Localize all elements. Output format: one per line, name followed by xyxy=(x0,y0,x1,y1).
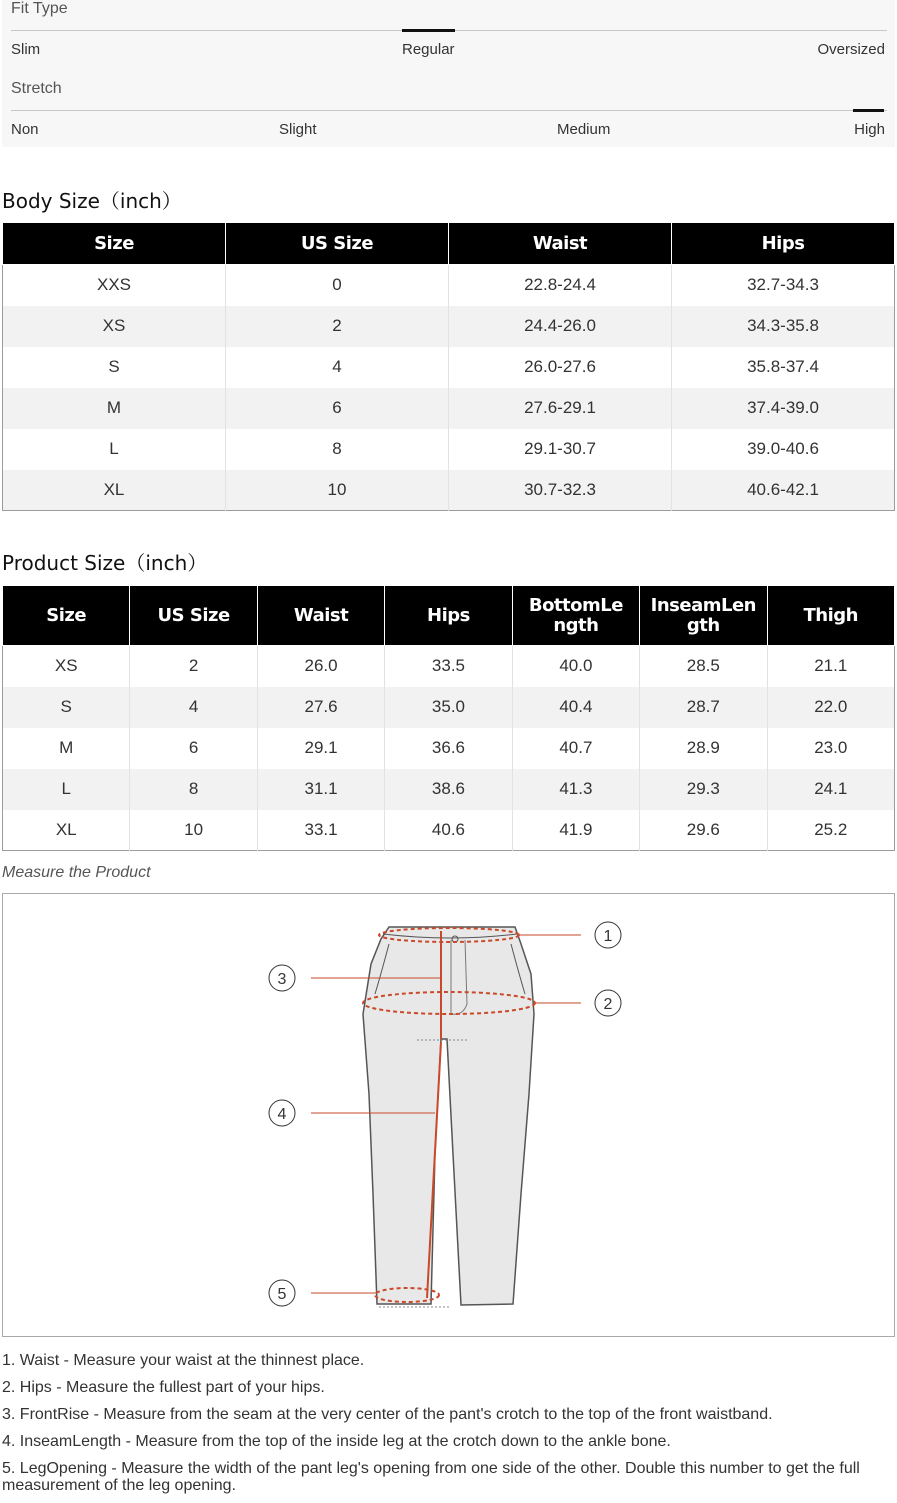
body-cell: 35.8-37.4 xyxy=(747,357,819,376)
product-cell: 35.0 xyxy=(385,687,512,728)
product-cell: 26.0 xyxy=(257,646,384,687)
body-cell: 24.4-26.0 xyxy=(449,306,672,347)
stretch-label-medium: Medium xyxy=(557,121,611,138)
body-cell: 8 xyxy=(226,429,449,470)
table-row xyxy=(3,347,895,388)
product-cell: 40.0 xyxy=(512,646,639,687)
product-cell: 8 xyxy=(130,769,257,810)
body-cell: 30.7-32.3 xyxy=(449,470,672,511)
body-cell: 6 xyxy=(226,388,449,429)
product-size-table xyxy=(2,585,895,851)
callout-1 xyxy=(595,922,621,948)
body-cell: 22.8-24.4 xyxy=(449,265,672,306)
table-row xyxy=(3,769,895,810)
body-header-2: Waist xyxy=(449,223,672,265)
body-cell: 2 xyxy=(226,306,449,347)
note-waist: 1. Waist - Measure your waist at the thinnest place. xyxy=(2,1352,365,1369)
product-cell: 41.3 xyxy=(512,769,639,810)
body-cell: 10 xyxy=(226,470,449,511)
product-cell: 4 xyxy=(130,687,257,728)
body-cell: XXS xyxy=(3,265,226,306)
body-cell: 0 xyxy=(226,265,449,306)
fit-type-title: Fit Type xyxy=(11,0,68,17)
table-row xyxy=(3,306,895,347)
product-header-4: BottomLe ngth xyxy=(512,586,639,646)
callout-2 xyxy=(595,990,621,1016)
product-cell: 41.9 xyxy=(512,810,639,851)
product-size-title: Product Size（inch） xyxy=(2,551,208,575)
product-cell: 23.0 xyxy=(814,738,848,757)
table-row xyxy=(3,470,895,511)
table-row xyxy=(3,265,895,306)
fit-type-selected-marker xyxy=(402,29,455,32)
product-header-6: Thigh xyxy=(767,586,894,646)
product-cell: 40.4 xyxy=(512,687,639,728)
product-header-3: Hips xyxy=(385,586,512,646)
body-size-table xyxy=(2,222,895,511)
pants-diagram xyxy=(3,894,894,1336)
body-header-3: Hips xyxy=(672,223,895,265)
body-header-1: US Size xyxy=(226,223,449,265)
callout-5 xyxy=(269,1280,295,1306)
product-header-5: InseamLen gth xyxy=(640,586,767,646)
product-cell: 25.2 xyxy=(814,819,848,839)
pants-outline xyxy=(363,927,534,1305)
body-cell: L xyxy=(3,429,226,470)
svg-text:3: 3 xyxy=(277,971,287,988)
table-row xyxy=(3,728,895,769)
stretch-selected-marker xyxy=(853,109,884,112)
stretch-track xyxy=(11,110,887,111)
body-cell: 4 xyxy=(226,347,449,388)
callout-4 xyxy=(269,1100,295,1126)
product-cell: XL xyxy=(3,810,130,851)
product-cell: 2 xyxy=(130,646,257,687)
fit-type-label-slim: Slim xyxy=(11,41,41,58)
product-cell: 33.5 xyxy=(385,646,512,687)
note-frontrise: 3. FrontRise - Measure from the seam at the very center of the pant's crotch to the top of the front waistband. xyxy=(2,1406,773,1423)
svg-text:4: 4 xyxy=(277,1106,287,1123)
stretch-title: Stretch xyxy=(11,80,62,97)
body-cell: 37.4-39.0 xyxy=(672,388,895,429)
body-cell: XS xyxy=(3,306,226,347)
svg-text:1: 1 xyxy=(603,928,613,945)
note-legopening: 5. LegOpening - Measure the width of the pant leg's opening from one side of the other. Double this number to get the full measurement of the leg opening. xyxy=(2,1460,860,1494)
table-row xyxy=(3,388,895,429)
table-row xyxy=(3,810,895,851)
product-cell: 29.3 xyxy=(640,769,767,810)
body-cell: 40.6-42.1 xyxy=(672,470,895,511)
body-cell: 29.1-30.7 xyxy=(449,429,672,470)
svg-text:2: 2 xyxy=(603,996,613,1013)
product-cell: XS xyxy=(3,646,130,687)
body-cell: S xyxy=(3,347,226,388)
note-inseam: 4. InseamLength - Measure from the top of the inside leg at the crotch down to the ankle bone. xyxy=(2,1433,671,1450)
product-header-0: Size xyxy=(3,586,130,646)
product-cell: 38.6 xyxy=(385,769,512,810)
callout-3 xyxy=(269,965,295,991)
product-cell: 6 xyxy=(130,728,257,769)
body-cell: XL xyxy=(3,470,226,511)
note-hips: 2. Hips - Measure the fullest part of your hips. xyxy=(2,1379,325,1396)
body-cell: 34.3-35.8 xyxy=(672,306,895,347)
measure-diagram xyxy=(2,893,895,1337)
body-cell: 27.6-29.1 xyxy=(449,388,672,429)
product-cell: 10 xyxy=(130,810,257,851)
body-header-0: Size xyxy=(3,223,226,265)
body-size-title: Body Size（inch） xyxy=(2,189,182,213)
product-cell: 21.1 xyxy=(814,656,848,676)
table-row xyxy=(3,646,895,687)
product-cell: 22.0 xyxy=(767,687,894,728)
stretch-label-high: High xyxy=(854,121,885,138)
product-header-1: US Size xyxy=(130,586,257,646)
body-cell: M xyxy=(3,388,226,429)
product-cell: 28.7 xyxy=(640,687,767,728)
table-row xyxy=(3,429,895,470)
table-row xyxy=(3,687,895,728)
svg-text:5: 5 xyxy=(277,1286,287,1303)
fit-type-label-oversized: Oversized xyxy=(817,41,885,58)
product-cell: 29.1 xyxy=(257,728,384,769)
product-cell: 28.5 xyxy=(640,646,767,687)
product-cell: 31.1 xyxy=(257,769,384,810)
product-cell: 33.1 xyxy=(257,810,384,851)
product-header-2: Waist xyxy=(257,586,384,646)
product-cell: 29.6 xyxy=(640,810,767,851)
stretch-label-non: Non xyxy=(11,121,39,138)
body-cell: 26.0-27.6 xyxy=(449,347,672,388)
body-cell: 39.0-40.6 xyxy=(747,439,819,458)
stretch-label-slight: Slight xyxy=(279,121,317,138)
fit-panel xyxy=(2,0,895,147)
product-cell: 24.1 xyxy=(767,769,894,810)
product-cell: 36.6 xyxy=(385,728,512,769)
product-cell: 27.6 xyxy=(257,687,384,728)
body-cell: 32.7-34.3 xyxy=(747,275,819,295)
product-cell: 28.9 xyxy=(640,728,767,769)
fit-type-label-regular: Regular xyxy=(402,41,455,58)
product-cell: M xyxy=(3,728,130,769)
measure-caption: Measure the Product xyxy=(2,864,151,881)
product-cell: L xyxy=(3,769,130,810)
product-cell: S xyxy=(3,687,130,728)
product-cell: 40.7 xyxy=(512,728,639,769)
measurement-notes xyxy=(2,1352,882,1503)
product-cell: 40.6 xyxy=(385,810,512,851)
